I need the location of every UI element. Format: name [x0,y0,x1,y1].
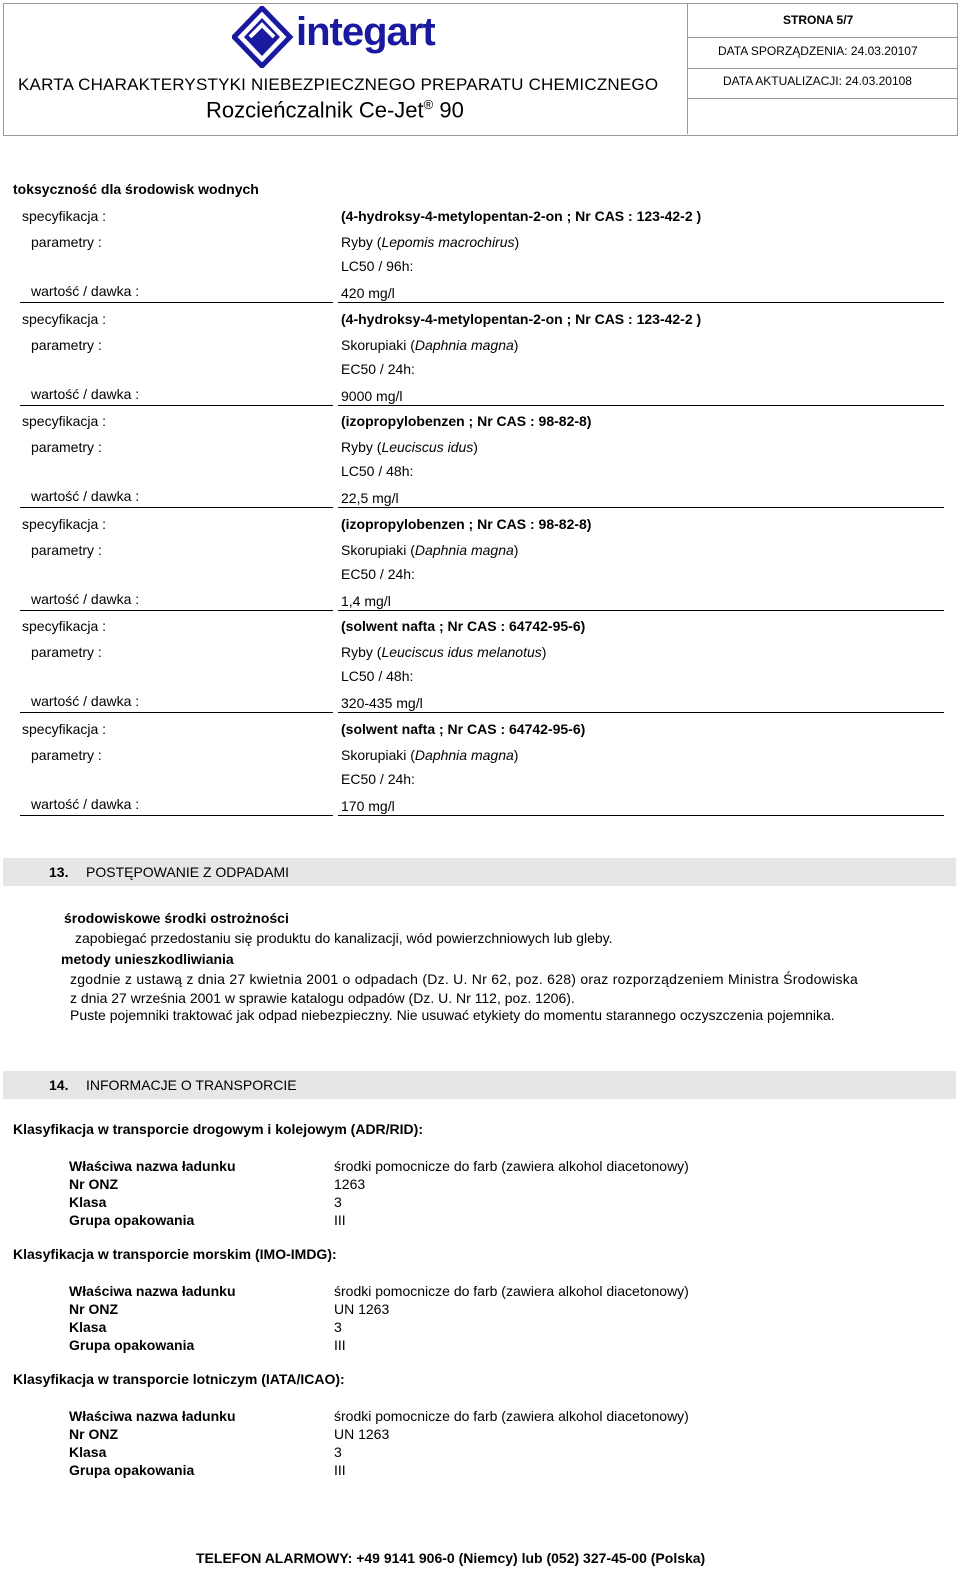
organism-latin: Daphnia magna [414,747,514,763]
transport-value-class: 3 [334,1194,342,1210]
transport-label-class: Klasa [69,1194,107,1210]
transport-value-group: III [334,1337,346,1353]
spec-substance: (solwent nafta ; Nr CAS : 64742-95-6) [341,721,586,737]
transport-value-name: środki pomocnicze do farb (zawiera alkohol diacetonowy) [334,1408,689,1424]
params-organism [341,542,518,558]
organism-name: Skorupiaki ( [341,541,415,558]
row-rule-right [338,507,944,508]
section-13-number: 13. [49,864,69,880]
spec-substance: (izopropylobenzen ; Nr CAS : 98-82-8) [341,413,592,430]
product-number: 90 [439,97,464,123]
transport-value-name: środki pomocnicze do farb (zawiera alkohol diacetonowy) [334,1283,689,1299]
transport-label-name: Właściwa nazwa ładunku [69,1283,236,1299]
alarm-phone: TELEFON ALARMOWY: +49 9141 906-0 (Niemcy) lub (052) 327-45-00 (Polska) [196,1550,706,1566]
transport-heading: Klasyfikacja w transporcie lotniczym (IATA/ICAO): [13,1371,345,1387]
section-14-number: 14. [49,1077,69,1093]
dose-value: 22,5 mg/l [341,490,399,507]
organism-latin: Daphnia magna [414,336,514,353]
params-organism [341,337,518,353]
dose-label: wartość / dawka : [31,488,140,505]
transport-value-group: III [334,1212,346,1228]
transport-label-onz: Nr ONZ [69,1301,118,1317]
precautions-heading: środowiskowe środki ostrożności [64,910,289,926]
date-created: DATA SPORZĄDZENIA: 24.03.20107 [718,44,918,58]
registered-mark: ® [423,97,434,112]
section-14-bar [3,1071,956,1099]
transport-value-onz: UN 1263 [334,1426,390,1442]
spec-substance: (4-hydroksy-4-metylopentan-2-on ; Nr CAS : 123-42-2 ) [341,208,702,224]
row-rule-right [338,405,944,406]
spec-label: specyfikacja : [22,721,107,737]
row-rule-left [20,815,333,816]
transport-heading: Klasyfikacja w transporcie drogowym i kolejowym (ADR/RID): [13,1121,423,1137]
organism-close: ) [473,439,478,456]
organism-close: ) [541,644,547,661]
organism-close: ) [513,336,519,353]
spec-substance: (solwent nafta ; Nr CAS : 64742-95-6) [341,618,586,635]
dose-value: 9000 mg/l [341,387,403,404]
params-label: parametry : [31,439,102,456]
spec-label: specyfikacja : [22,208,107,224]
product-name [206,97,464,123]
row-rule-right [338,302,944,303]
row-rule-right [338,712,944,713]
params-test: EC50 / 24h: [341,360,415,377]
transport-value-class: 3 [334,1319,342,1335]
params-test: LC50 / 96h: [341,258,414,274]
organism-latin: Leuciscus idus melanotus [381,644,542,661]
dose-label: wartość / dawka : [31,796,140,812]
section-13-title: POSTĘPOWANIE Z ODPADAMI [86,864,290,880]
methods-heading: metody unieszkodliwiania [61,951,234,967]
spec-label: specyfikacja : [22,515,107,532]
spec-substance: (4-hydroksy-4-metylopentan-2-on ; Nr CAS : 123-42-2 ) [341,310,702,327]
methods-line-1: zgodnie z ustawą z dnia 27 kwietnia 2001 o odpadach (Dz. U. Nr 62, poz. 628) oraz rozporządzeniem Ministra Środowiska [70,971,858,987]
params-organism [341,439,478,455]
spec-label: specyfikacja : [22,618,107,635]
document-title: KARTA CHARAKTERYSTYKI NIEBEZPIECZNEGO PREPARATU CHEMICZNEGO [18,75,659,94]
spec-label: specyfikacja : [22,413,107,430]
transport-label-group: Grupa opakowania [69,1337,195,1353]
dose-label: wartość / dawka : [31,385,140,402]
params-test: EC50 / 24h: [341,771,415,787]
organism-close: ) [513,747,519,763]
row-rule-left [20,507,333,508]
transport-label-class: Klasa [69,1319,107,1335]
transport-label-class: Klasa [69,1444,107,1460]
params-organism [341,234,519,250]
organism-name: Skorupiaki ( [341,336,415,353]
brand-wordmark: integart [296,10,435,54]
dose-label: wartość / dawka : [31,693,140,710]
transport-value-onz: UN 1263 [334,1301,390,1317]
dose-value: 320-435 mg/l [341,695,423,712]
transport-value-group: III [334,1462,346,1478]
organism-close: ) [513,541,519,558]
params-organism [341,747,518,763]
params-label: parametry : [31,644,102,661]
transport-heading: Klasyfikacja w transporcie morskim (IMO-IMDG): [13,1246,337,1262]
transport-label-onz: Nr ONZ [69,1426,118,1442]
params-organism [341,644,546,660]
transport-label-onz: Nr ONZ [69,1176,118,1192]
dose-value: 420 mg/l [341,285,395,301]
product-name-text: Rozcieńczalnik Ce-Jet [206,97,424,123]
eco-heading: toksyczność dla środowisk wodnych [13,181,259,197]
header-meta [687,3,958,134]
dose-label: wartość / dawka : [31,590,140,607]
methods-line-3: Puste pojemniki traktować jak odpad niebezpieczny. Nie usuwać etykiety do momentu starannego oczyszczenia pojemnika. [70,1007,835,1023]
row-rule-right [338,610,944,611]
transport-value-name: środki pomocnicze do farb (zawiera alkohol diacetonowy) [334,1158,689,1174]
transport-value-onz: 1263 [334,1176,366,1192]
params-label: parametry : [31,541,102,558]
organism-name: Ryby ( [341,234,382,250]
organism-name: Skorupiaki ( [341,747,415,763]
methods-line-2: z dnia 27 września 2001 w sprawie katalogu odpadów (Dz. U. Nr 112, poz. 1206). [70,990,575,1006]
row-rule-left [20,712,333,713]
transport-value-class: 3 [334,1444,342,1460]
transport-label-group: Grupa opakowania [69,1462,195,1478]
section-13-bar [3,858,956,886]
params-test: LC50 / 48h: [341,463,414,480]
precautions-text: zapobiegać przedostaniu się produktu do kanalizacji, wód powierzchniowych lub gleby. [75,930,613,946]
organism-latin: Lepomis macrochirus [381,234,515,250]
organism-latin: Daphnia magna [414,541,514,558]
params-label: parametry : [31,747,102,763]
params-label: parametry : [31,234,102,250]
dose-value: 1,4 mg/l [341,592,391,609]
params-test: EC50 / 24h: [341,565,415,582]
organism-name: Ryby ( [341,644,382,661]
date-updated: DATA AKTUALIZACJI: 24.03.20108 [723,74,912,88]
transport-label-name: Właściwa nazwa ładunku [69,1158,236,1174]
params-test: LC50 / 48h: [341,668,414,685]
dose-value: 170 mg/l [341,798,395,814]
row-rule-left [20,405,333,406]
transport-label-name: Właściwa nazwa ładunku [69,1408,236,1424]
row-rule-left [20,610,333,611]
row-rule-left [20,302,333,303]
organism-latin: Leuciscus idus [381,439,474,456]
section-14-title: INFORMACJE O TRANSPORCIE [86,1077,297,1093]
params-label: parametry : [31,336,102,353]
dose-label: wartość / dawka : [31,283,140,299]
spec-label: specyfikacja : [22,310,107,327]
row-rule-right [338,815,944,816]
page-number: STRONA 5/7 [783,13,854,27]
integart-logo [232,6,472,68]
organism-close: ) [514,234,520,250]
transport-label-group: Grupa opakowania [69,1212,195,1228]
spec-substance: (izopropylobenzen ; Nr CAS : 98-82-8) [341,515,592,532]
organism-name: Ryby ( [341,439,382,456]
